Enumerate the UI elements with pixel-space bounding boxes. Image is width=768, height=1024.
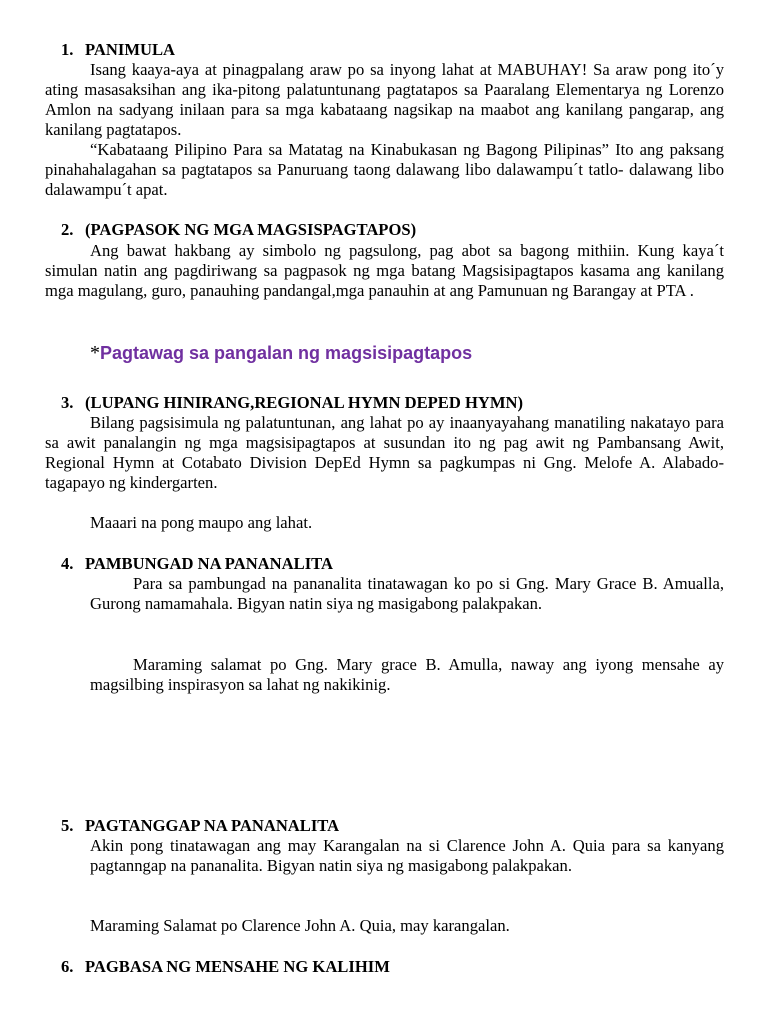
section-heading-pambungad [61,554,333,574]
paragraph: Maraming salamat po Gng. Mary grace B. Amulla, naway ang iyong mensahe ay magsilbing inspirasyon sa lahat ng nakikinig. [90,655,724,694]
section-title: PANIMULA [85,40,176,59]
section-number: 2. [61,220,74,239]
section-number: 1. [61,40,74,59]
section-heading-pagbasa [61,957,390,977]
paragraph: Bilang pagsisimula ng palatuntunan, ang lahat po ay inaanyayahang manatiling nakatayo para sa awit panalangin ng mga magsisipagtapos at susundan ito ng pag awit ng Pambansang Awit, Regional Hymn at Cotabato Division DepEd Hymn sa pagkumpas ni Gng. Melofe A. Alabado- tagapayo ng kindergarten. [45,413,724,492]
section-title: (PAGPASOK NG MGA MAGSISPAGTAPOS) [85,220,417,239]
section-heading-pagtanggap [61,816,339,836]
section-heading-lupang-hinirang [61,393,523,413]
section-number: 5. [61,816,74,835]
section-number: 3. [61,393,74,412]
callout-pagtawag [90,343,472,363]
paragraph: “Kabataang Pilipino Para sa Matatag na Kinabukasan ng Bagong Pilipinas” Ito ang paksang pinahahalagahan sa pagtatapos sa Panuruang taong dalawang libo dalawampu´t tatlo- dalawang libo dalawampu´t apat. [45,140,724,199]
asterisk-marker: * [90,342,100,364]
section-number: 4. [61,554,74,573]
callout-text: Pagtawag sa pangalan ng magsisipagtapos [100,343,473,363]
paragraph: Ang bawat hakbang ay simbolo ng pagsulong, pag abot sa bagong mithiin. Kung kaya´t simulan natin ang pagdiriwang sa pagpasok ng mga batang Magsisipagtapos kasama ang kanilang mga magulang, guro, panauhing pandangal,mga panauhin at ang Pamunuan ng Barangay at PTA . [45,241,724,300]
section-title: PAMBUNGAD NA PANANALITA [85,554,333,573]
paragraph: Isang kaaya-aya at pinagpalang araw po sa inyong lahat at MABUHAY! Sa araw pong ito´y ating masasaksihan ang ika-pitong palatuntunang pagtatapos sa Paaralang Elementarya ng Lorenzo Amlon na sadyang inilaan para sa mga kabataang nagsikap na maabot ang kanilang pangarap, ang kanilang pagtatapos. [45,60,724,139]
paragraph: Para sa pambungad na pananalita tinatawagan ko po si Gng. Mary Grace B. Amualla, Gurong namamahala. Bigyan natin siya ng masigabong palakpakan. [90,574,724,613]
section-title: (LUPANG HINIRANG,REGIONAL HYMN DEPED HYMN) [85,393,524,412]
section-heading-panimula [61,40,175,60]
paragraph: Akin pong tinatawagan ang may Karangalan na si Clarence John A. Quia para sa kanyang pagtanngap na pananalita. Bigyan natin siya ng masigabong palakpakan. [90,836,724,875]
section-title: PAGBASA NG MENSAHE NG KALIHIM [85,957,390,976]
paragraph: Maaari na pong maupo ang lahat. [90,513,313,532]
section-number: 6. [61,957,74,976]
paragraph: Maraming Salamat po Clarence John A. Quia, may karangalan. [90,916,510,935]
section-title: PAGTANGGAP NA PANANALITA [85,816,340,835]
section-heading-pagpasok [61,220,416,240]
